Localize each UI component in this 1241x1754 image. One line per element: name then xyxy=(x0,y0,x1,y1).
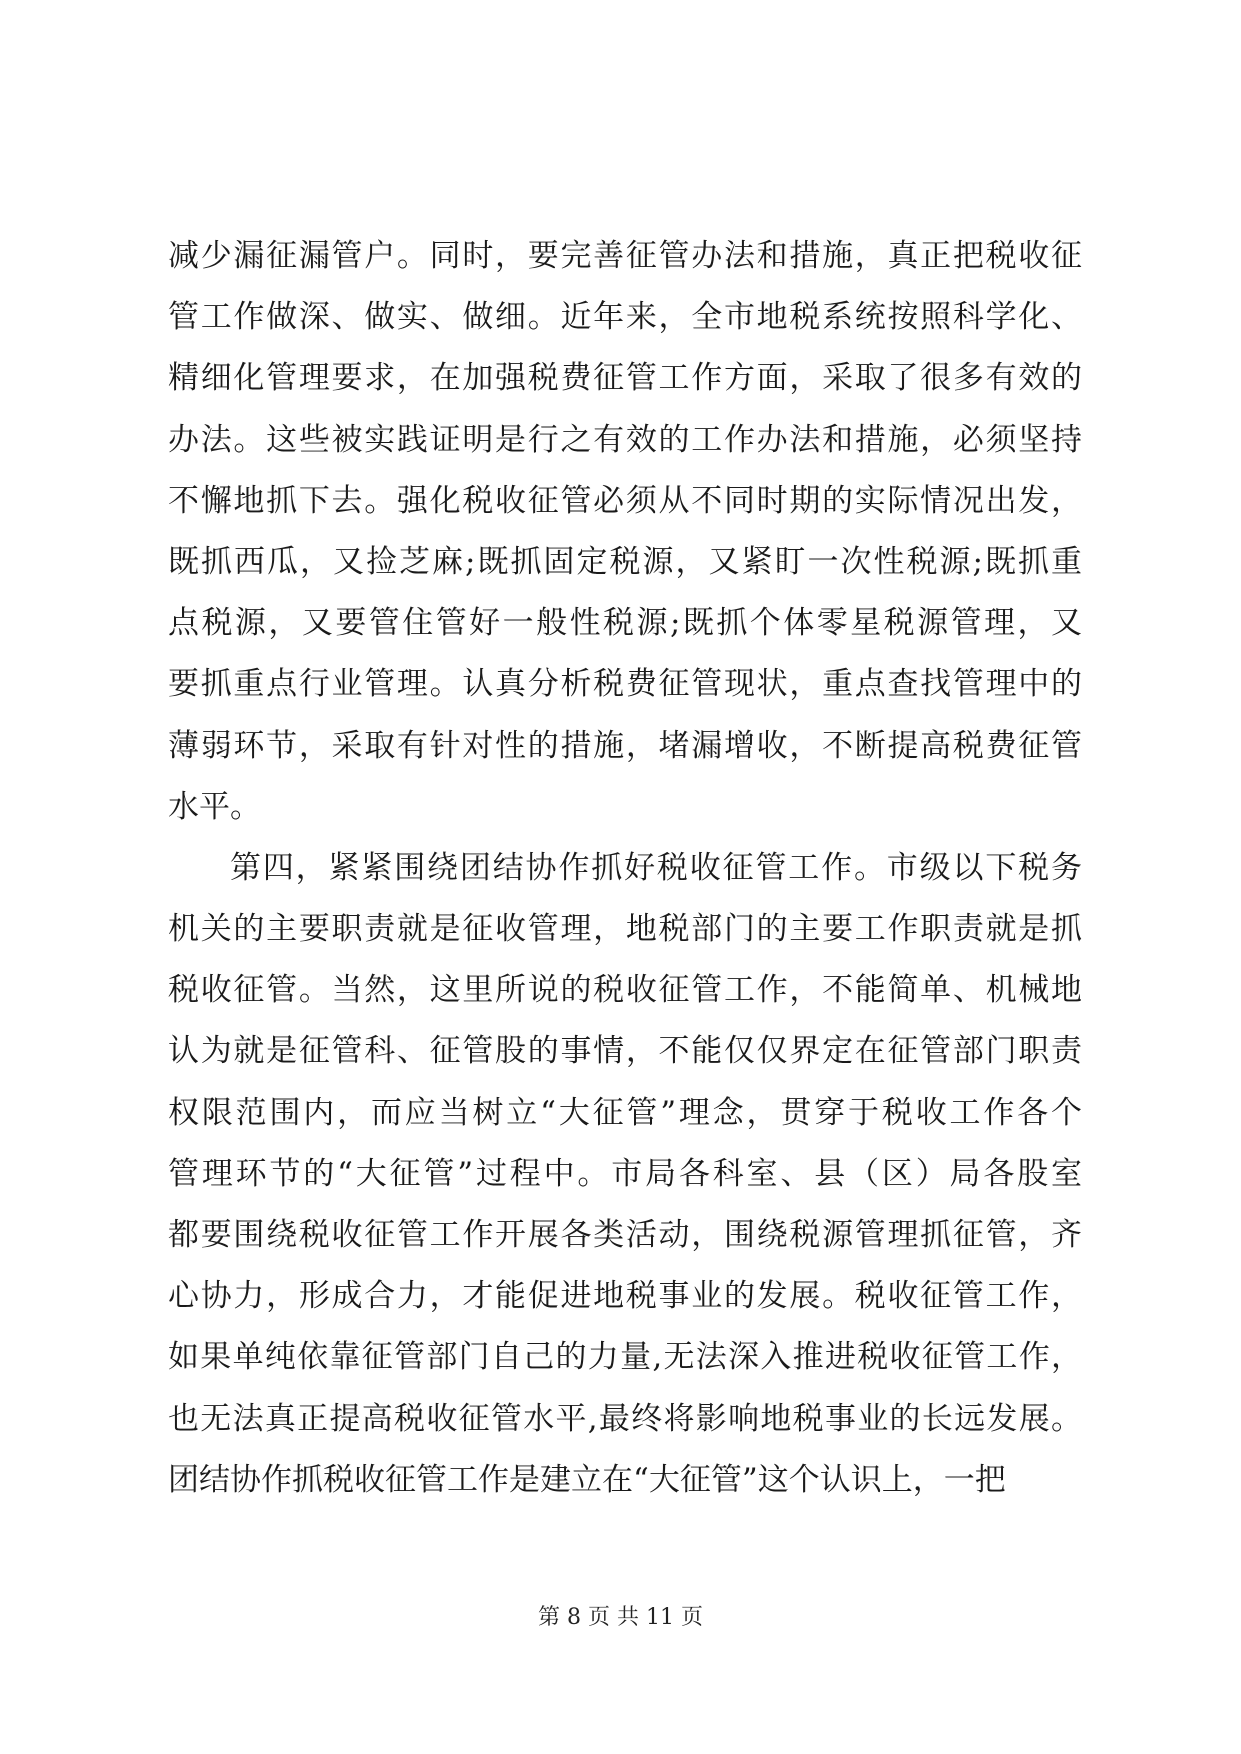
paragraph xyxy=(168,838,1082,1511)
text-line: 点税源，又要管住管好一般性税源;既抓个体零星税源管理，又 xyxy=(168,605,1082,642)
document-body xyxy=(168,226,1082,1511)
text-line: 办法。这些被实践证明是行之有效的工作办法和措施，必须坚持 xyxy=(168,421,1082,458)
page-footer: 第 8 页 共 11 页 xyxy=(538,1605,703,1630)
text-line: 也无法真正提高税收征管水平,最终将影响地税事业的长远发展。 xyxy=(168,1400,1082,1437)
text-line: 薄弱环节，采取有针对性的措施，堵漏增收，不断提高税费征管 xyxy=(168,727,1082,764)
text-line: 心协力，形成合力，才能促进地税事业的发展。税收征管工作， xyxy=(168,1278,1082,1315)
text-line: 减少漏征漏管户。同时，要完善征管办法和措施，真正把税收征 xyxy=(168,238,1082,274)
text-line: 如果单纯依靠征管部门自己的力量,无法深入推进税收征管工作， xyxy=(168,1339,1082,1376)
paragraph xyxy=(168,226,1082,838)
text-line: 要抓重点行业管理。认真分析税费征管现状，重点查找管理中的 xyxy=(168,666,1082,703)
text-line: 不懈地抓下去。强化税收征管必须从不同时期的实际情况出发， xyxy=(168,482,1082,519)
text-line: 都要围绕税收征管工作开展各类活动，围绕税源管理抓征管，齐 xyxy=(168,1217,1082,1253)
text-line: 税收征管。当然，这里所说的税收征管工作，不能简单、机械地 xyxy=(168,972,1082,1009)
text-line: 团结协作抓税收征管工作是建立在“大征管”这个认识上，一把 xyxy=(168,1461,1006,1498)
text-line: 既抓西瓜，又捡芝麻;既抓固定税源，又紧盯一次性税源;既抓重 xyxy=(168,543,1082,580)
text-line: 精细化管理要求，在加强税费征管工作方面，采取了很多有效的 xyxy=(168,360,1082,397)
text-line: 管理环节的“大征管”过程中。市局各科室、县（区）局各股室 xyxy=(168,1155,1082,1192)
text-line: 管工作做深、做实、做细。近年来，全市地税系统按照科学化、 xyxy=(168,299,1082,336)
text-line: 认为就是征管科、征管股的事情，不能仅仅界定在征管部门职责 xyxy=(168,1033,1082,1070)
text-line: 水平。 xyxy=(168,788,261,825)
text-line: 权限范围内，而应当树立“大征管”理念，贯穿于税收工作各个 xyxy=(168,1094,1082,1131)
text-line: 机关的主要职责就是征收管理，地税部门的主要工作职责就是抓 xyxy=(168,911,1082,948)
text-line: 第四，紧紧围绕团结协作抓好税收征管工作。市级以下税务 xyxy=(230,849,1082,886)
